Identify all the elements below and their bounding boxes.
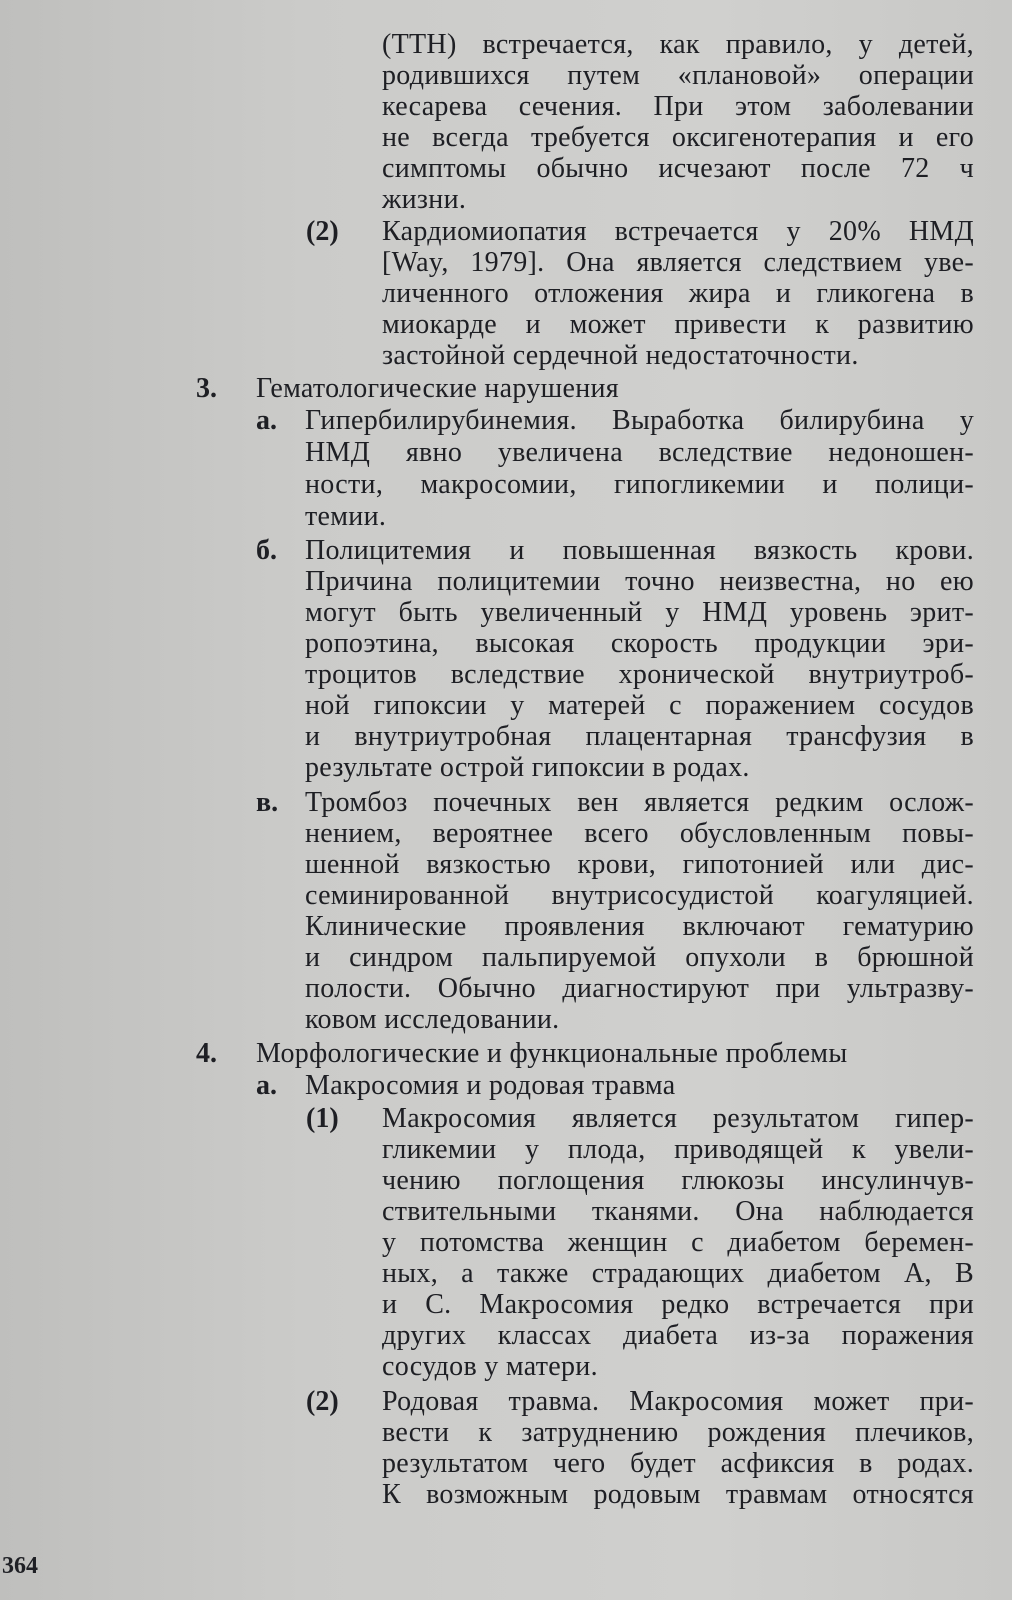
text-line: Родовая травма. Макросомия может при- [382,1386,974,1417]
item-marker: (2) [306,216,339,247]
text-line: ропоэтина, высокая скорость продукции эри- [305,628,974,659]
text-line: ной гипоксии у матерей с поражением сосудов [305,690,974,721]
text-line: Причина полицитемии точно неизвестна, но ею [305,566,974,597]
text-line: нением, вероятнее всего обусловленным повы- [305,818,974,849]
text-line: миокарде и может привести к развитию [382,309,974,340]
text-line: Тромбоз почечных вен является редким ослож- [305,787,974,818]
text-line: застойной сердечной недостаточности. [382,340,859,371]
item-marker: (1) [306,1103,339,1134]
text-line: других классах диабета из-за поражения [382,1320,974,1351]
text-line: ковом исследовании. [305,1004,560,1035]
text-line: результате острой гипоксии в родах. [305,752,750,783]
item-marker: а. [256,1070,277,1101]
text-line: К возможным родовым травмам относятся [382,1479,974,1510]
text-line: (ТТН) встречается, как правило, у детей, [382,29,974,60]
text-line: Гипербилирубинемия. Выработка билирубина у [305,405,974,436]
item-marker: б. [256,535,277,566]
item-marker: (2) [306,1386,339,1417]
section-title: Морфологические и функциональные проблемы [256,1038,848,1069]
text-line: шенной вязкостью крови, гипотонией или дис- [305,849,974,880]
text-line: гликемии у плода, приводящей к увели- [382,1134,974,1165]
text-line: вести к затруднению рождения плечиков, [382,1417,974,1448]
text-line: могут быть увеличенный у НМД уровень эрит- [305,597,974,628]
text-line: сосудов у матери. [382,1351,598,1382]
text-line: и синдром пальпируемой опухоли в брюшной [305,942,974,973]
section-number: 4. [196,1038,217,1069]
section-number: 3. [196,373,217,404]
text-line: родившихся путем «плановой» операции [382,60,974,91]
text-line: ствительными тканями. Она наблюдается [382,1196,974,1227]
text-line: ных, а также страдающих диабетом А, В [382,1258,974,1289]
text-line: ности, макросомии, гипогликемии и полици- [305,469,974,500]
text-line: и внутриутробная плацентарная трансфузия в [305,721,974,752]
text-line: Полицитемия и повышенная вязкость крови. [305,535,974,566]
page-number: 364 [2,1553,38,1579]
text-line: не всегда требуется оксигенотерапия и его [382,122,974,153]
text-line: симптомы обычно исчезают после 72 ч [382,153,974,184]
text-line: темии. [305,501,387,532]
text-line: полости. Обычно диагностируют при ультразву- [305,973,974,1004]
item-marker: а. [256,405,277,436]
section-title: Гематологические нарушения [256,373,619,404]
text-line: Кардиомиопатия встречается у 20% НМД [382,216,974,247]
text-line: жизни. [382,184,467,215]
text-line: семинированной внутрисосудистой коагуляцией. [305,880,974,911]
text-line: Клинические проявления включают гематурию [305,911,974,942]
text-line: личенного отложения жира и гликогена в [382,278,974,309]
text-line: кесарева сечения. При этом заболевании [382,91,974,122]
text-line: и С. Макросомия редко встречается при [382,1289,974,1320]
text-line: троцитов вследствие хронической внутриутроб- [305,659,974,690]
text-line: у потомства женщин с диабетом беремен- [382,1227,974,1258]
text-line: результатом чего будет асфиксия в родах. [382,1448,974,1479]
text-line: [Way, 1979]. Она является следствием уве- [382,247,974,278]
text-line: НМД явно увеличена вследствие недоношен- [305,437,974,468]
subsection-title: Макросомия и родовая травма [305,1070,676,1101]
item-marker: в. [256,787,279,818]
text-line: Макросомия является результатом гипер- [382,1103,974,1134]
text-line: чению поглощения глюкозы инсулинчув- [382,1165,974,1196]
